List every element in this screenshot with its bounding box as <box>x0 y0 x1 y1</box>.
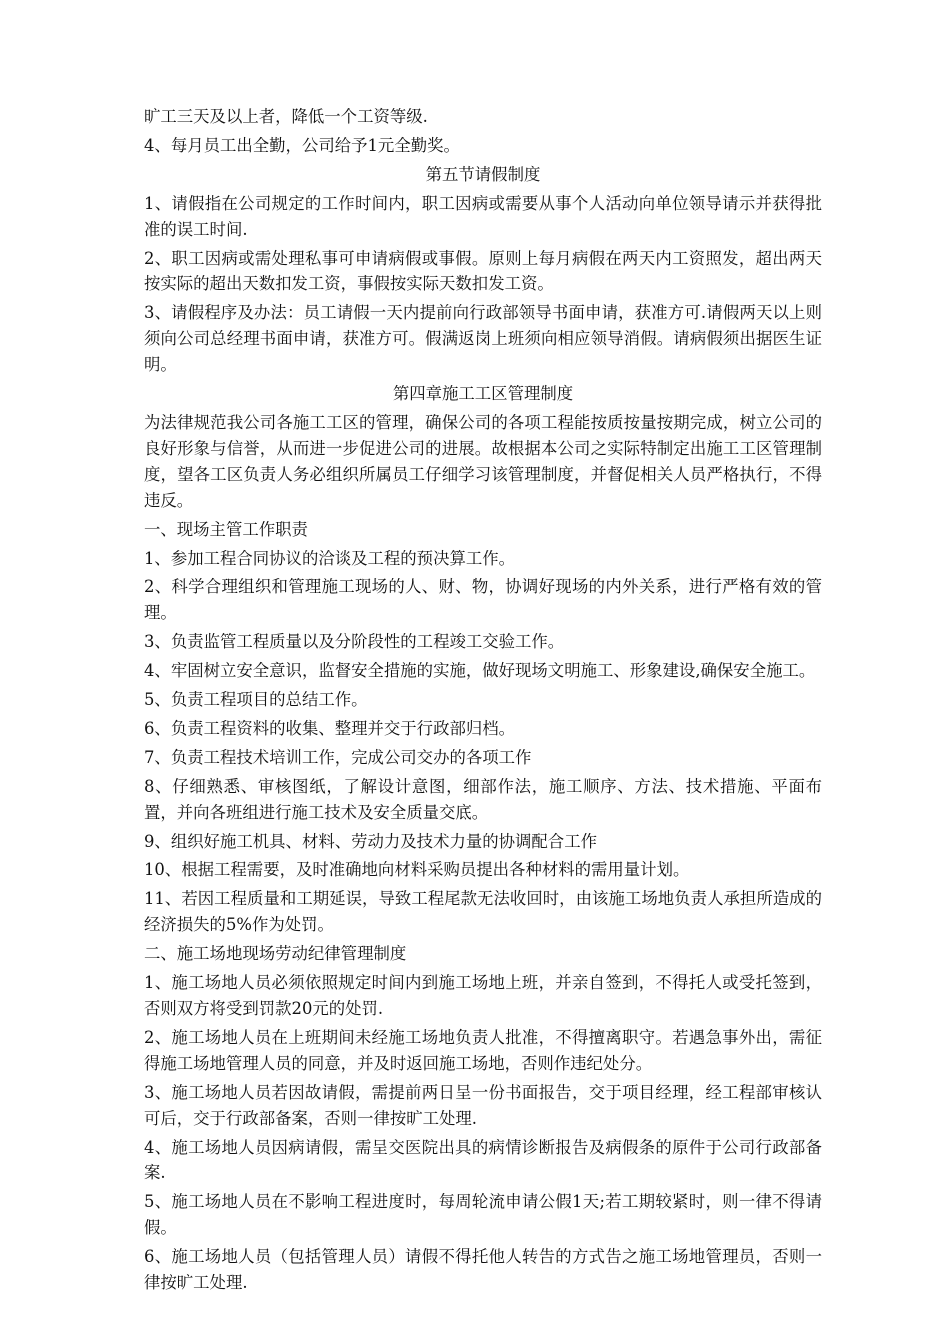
list-item: 6、负责工程资料的收集、整理并交于行政部归档。 <box>144 718 516 738</box>
list-item: 10、根据工程需要，及时准确地向材料采购员提出各种材料的需用量计划。 <box>144 860 690 880</box>
list-item: 11、若因工程质量和工期延误，导致工程尾款无法收回时，由该施工场地负责人承担所造成的经济损失的5%作为处罚。 <box>144 889 822 935</box>
list-item: 5、负责工程项目的总结工作。 <box>144 690 368 710</box>
list-item: 1、施工场地人员必须依照规定时间内到施工场地上班，并亲自签到，不得托人或受托签到，否则双方将受到罚款20元的处罚. <box>144 973 822 1018</box>
paragraph: 1、请假指在公司规定的工作时间内，职工因病或需要从事个人活动向单位领导请示并获得批准的误工时间. <box>144 193 822 239</box>
list-item: 3、负责监管工程质量以及分阶段性的工程竣工交验工作。 <box>144 632 565 652</box>
paragraph: 旷工三天及以上者，降低一个工资等级. <box>144 107 428 126</box>
list-item: 5、施工场地人员在不影响工程进度时，每周轮流申请公假1天;若工期较紧时，则一律不得请假。 <box>144 1192 822 1238</box>
subsection-heading: 一、现场主管工作职责 <box>144 519 308 539</box>
list-item: 7、负责工程技术培训工作，完成公司交办的各项工作 <box>144 747 532 767</box>
list-item: 2、施工场地人员在上班期间未经施工场地负责人批准，不得擅离职守。若遇急事外出，需征得施工场地管理人员的同意，并及时返回施工场地，否则作违纪处分。 <box>144 1027 822 1073</box>
list-item: 9、组织好施工机具、材料、劳动力及技术力量的协调配合工作 <box>144 831 597 851</box>
list-item: 1、参加工程合同协议的洽谈及工程的预决算工作。 <box>144 548 516 568</box>
subsection-heading: 二、施工场地现场劳动纪律管理制度 <box>144 944 407 964</box>
section-heading: 第五节请假制度 <box>425 164 541 184</box>
paragraph: 2、职工因病或需处理私事可申请病假或事假。原则上每月病假在两天内工资照发，超出两天按实际的超出天数扣发工资，事假按实际天数扣发工资。 <box>144 248 822 294</box>
list-item: 8、仔细熟悉、审核图纸，了解设计意图，细部作法，施工顺序、方法、技术措施、平面布置，并向各班组进行施工技术及安全质量交底。 <box>144 776 822 822</box>
list-item: 6、施工场地人员（包括管理人员）请假不得托他人转告的方式告之施工场地管理员，否则一律按旷工处理. <box>144 1247 822 1293</box>
list-item: 4、牢固树立安全意识，监督安全措施的实施，做好现场文明施工、形象建设,确保安全施工。 <box>144 661 816 681</box>
document-page <box>144 104 822 1299</box>
chapter-heading: 第四章施工工区管理制度 <box>392 384 574 404</box>
list-item: 2、科学合理组织和管理施工现场的人、财、物，协调好现场的内外关系，进行严格有效的管理。 <box>144 577 822 623</box>
list-item: 4、施工场地人员因病请假，需呈交医院出具的病情诊断报告及病假条的原件于公司行政部备案. <box>144 1137 822 1183</box>
paragraph: 3、请假程序及办法：员工请假一天内提前向行政部领导书面申请，获准方可.请假两天以上则须向公司总经理书面申请，获准方可。假满返岗上班须向相应领导消假。请病假须出据医生证明。 <box>144 303 822 375</box>
list-item: 3、施工场地人员若因故请假，需提前两日呈一份书面报告，交于项目经理，经工程部审核认可后，交于行政部备案，否则一律按旷工处理. <box>144 1082 822 1128</box>
paragraph: 4、每月员工出全勤，公司给予1元全勤奖。 <box>144 135 460 155</box>
paragraph: 为法律规范我公司各施工工区的管理，确保公司的各项工程能按质按量按期完成，树立公司的良好形象与信誉，从而进一步促进公司的进展。故根据本公司之实际特制定出施工工区管理制度，望各工区负责人务必组织所属员工仔细学习该管理制度，并督促相关人员严格执行，不得违反。 <box>144 412 822 510</box>
